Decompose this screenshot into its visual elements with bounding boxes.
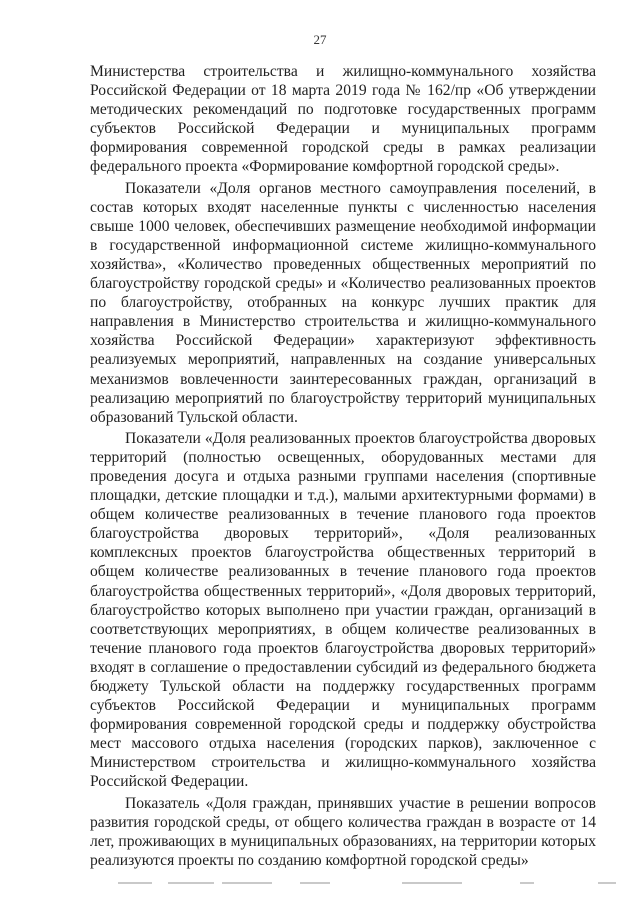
paragraph-indicators-local-government: Показатели «Доля органов местного самоуправления поселений, в состав которых входят населенные пункты с численностью населения свыше 1000 человек, обеспечивших размещение необходимой информации в государственной информационной системе жилищно-коммунального хозяйства», «Количество проведенных общественных мероприятий по благоустройству городской среды» и «Количество реализованных проектов по благоустройству, отобранных на конкурс лучших практик для направления в Министерство строительства и жилищно-коммунального хозяйства Российской Федерации» характеризуют эффективность реализуемых мероприятий, направленных на создание универсальных механизмов вовлеченности заинтересованных граждан, организаций в реализацию мероприятий по благоустройству территорий муниципальных образований Тульской области. xyxy=(90,179,596,426)
paragraph-indicators-courtyard-projects: Показатели «Доля реализованных проектов благоустройства дворовых территорий (полностью освещенных, оборудованных местами для проведения досуга и отдыха разными группами населения (спортивные площадки, детские площадки и т.д.), малыми архитектурными формами) в общем количестве реализованных в течение планового года проектов благоустройства дворовых территорий», «Доля реализованных комплексных проектов благоустройства общественных территорий в общем количестве реализованных в течение планового года проектов благоустройства общественных территорий», «Доля дворовых территорий, благоустройство которых выполнено при участии граждан, организаций в соответствующих мероприятиях, в общем количестве реализованных в течение планового года проектов благоустройства дворовых территорий» входят в соглашение о предоставлении субсидий из федерального бюджета бюджету Тульской области на поддержку государственных программ субъектов Российской Федерации и муниципальных программ формирования современной городской среды и поддержку обустройства мест массового отдыха населения (городских парков), заключенное с Министерством строительства и жилищно-коммунального хозяйства Российской Федерации. xyxy=(90,429,596,791)
document-body xyxy=(90,62,596,870)
scan-artifact-line xyxy=(0,882,640,890)
page-number: 27 xyxy=(313,32,327,47)
paragraph-indicator-citizen-share: Показатель «Доля граждан, принявших участие в решении вопросов развития городской среды, от общего количества граждан в возрасте от 14 лет, проживающих в муниципальных образованиях, на территории которых реализуются проекты по созданию комфортной городской среды» xyxy=(90,794,596,869)
paragraph-continuation: Министерства строительства и жилищно-коммунального хозяйства Российской Федерации от 18 марта 2019 года № 162/пр «Об утверждении методических рекомендаций по подготовке государственных программ субъектов Российской Федерации и муниципальных программ формирования современной городской среды в рамках реализации федерального проекта «Формирование комфортной городской среды». xyxy=(90,63,596,176)
